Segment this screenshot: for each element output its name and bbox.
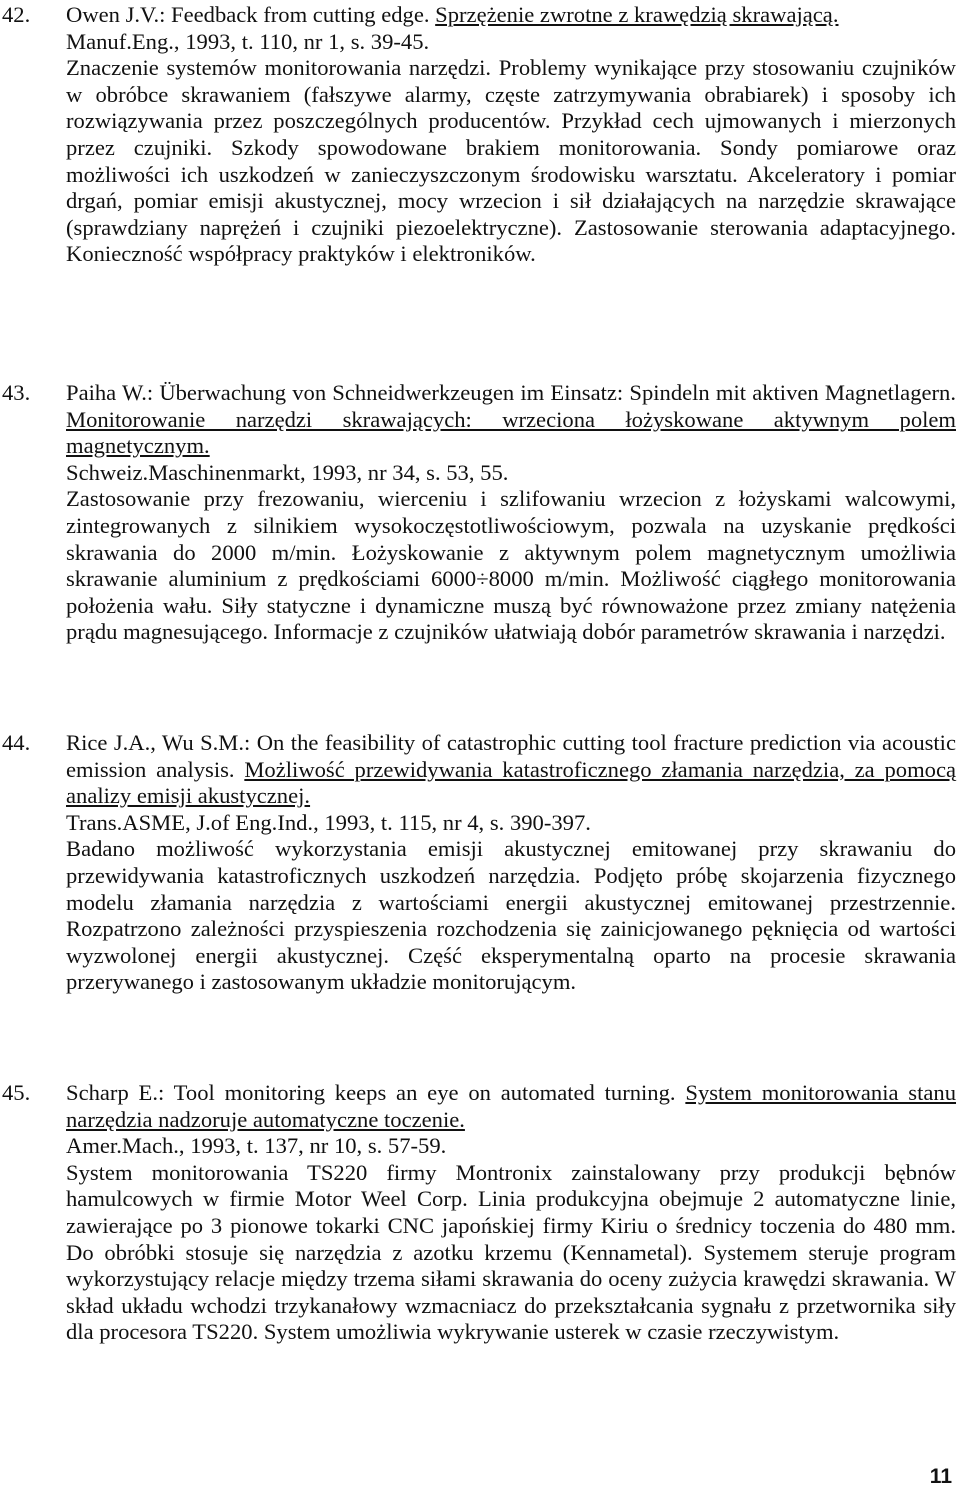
- entry-body: [66, 380, 956, 646]
- citation-original: Rice J.A., Wu S.M.: On the feasibility of catastrophic cutting tool fracture prediction via acoustic emission analysis.: [66, 730, 956, 782]
- entry-source: Trans.ASME, J.of Eng.Ind., 1993, t. 115, nr 4, s. 390-397.: [66, 809, 591, 835]
- bibliography-entry-42: [0, 2, 956, 268]
- citation-translation: Sprzężenie zwrotne z krawędzią skrawającą.: [435, 2, 839, 27]
- entry-body: [66, 2, 956, 268]
- entry-abstract: Znaczenie systemów monitorowania narzędzi. Problemy wynikające przy stosowaniu czujników w obróbce skrawaniem (fałszywe alarmy, częste zatrzymywania obrabiarek) i sposoby ich rozwiązywania przez poszczególnych producentów. Przykład cech ujmowanych i mierzonych przez czujniki. Szkody spowodowane brakiem monitorowania. Sondy pomiarowe oraz możliwości ich uszkodzeń w zanieczyszczonym środowisku warsztatu. Akceleratory i pomiar drgań, pomiar emisji akustycznej, mocy wrzecion i sił działających na narzędzie skrawające (sprawdziany naprężeń i czujniki piezoelektryczne). Zastosowanie sterowania adaptacyjnego. Konieczność współpracy praktyków i elektroników.: [66, 55, 956, 267]
- entry-number: 43.: [2, 380, 31, 405]
- entry-number: 45.: [2, 1080, 31, 1105]
- bibliography-entry-43: [0, 380, 956, 646]
- entry-body: [66, 1080, 956, 1346]
- entry-citation: [66, 730, 956, 810]
- entry-abstract: Zastosowanie przy frezowaniu, wierceniu i szlifowaniu wrzecion z łożyskami walcowymi, zintegrowanych z silnikiem wysokoczęstotliwościowym, pozwala na uzyskanie prędkości skrawania do 2000 m/min. Łożyskowanie z aktywnym polem magnetycznym umożliwia skrawanie aluminium z prędkościami 6000÷8000 m/min. Możliwość ciągłego monitorowania położenia wału. Siły statyczne i dynamiczne muszą być równoważone przez zmiany natężenia prądu magnesującego. Informacje z czujników ułatwiają dobór parametrów skrawania i narzędzi.: [66, 486, 956, 645]
- citation-original: Owen J.V.: Feedback from cutting edge.: [66, 2, 430, 27]
- entry-citation: [66, 1080, 956, 1133]
- citation-translation: Monitorowanie narzędzi skrawających: wrzeciona łożyskowane aktywnym polem magnetycznym.: [66, 406, 956, 459]
- entry-number: 44.: [2, 730, 31, 755]
- citation-translation: System monitorowania stanu narzędzia nadzoruje automatyczne toczenie.: [66, 1080, 957, 1132]
- citation-translation: Możliwość przewidywania katastroficznego złamania narzędzia, za pomocą analizy emisji akustycznej.: [66, 756, 956, 809]
- entry-abstract: System monitorowania TS220 firmy Montronix zainstalowany przy produkcji bębnów hamulcowych w firmie Motor Weel Corp. Linia produkcyjna obejmuje 2 automatyczne linie, zawierające po 3 pionowe tokarki CNC japońskiej firmy Kiriu o średnicy toczenia do 480 mm. Do obróbki stosuje się narzędzia z azotku krzemu (Kennametal). Systemem steruje program wykorzystujący relacje między trzema siłami skrawania do oceny zużycia krawędzi skrawania. W skład układu wchodzi trzykanałowy wzmacniacz do przekształcania sygnału z przetwornika siły dla procesora TS220. System umożliwia wykrywanie usterek w czasie rzeczywistym.: [66, 1159, 956, 1345]
- entry-body: [66, 730, 956, 996]
- citation-original: Paiha W.: Überwachung von Schneidwerkzeugen im Einsatz: Spindeln mit aktiven Magnetlagern.: [66, 380, 956, 405]
- entry-citation: [66, 380, 956, 460]
- entry-abstract: Badano możliwość wykorzystania emisji akustycznej emitowanej przy skrawaniu do przewidywania katastroficznych uszkodzeń narzędzia. Podjęto próbę skojarzenia fizycznego modelu złamania narzędzia z wartościami energii akustycznej emitowanej przestrzennie. Rozpatrzono zależności przyspieszenia rozchodzenia się zainicjowanego pęknięcia od wartości wyzwolonej energii akustycznej. Część eksperymentalną oparto na procesie skrawania przerywanego i zastosowanym układzie monitorującym.: [66, 836, 956, 995]
- page-number: 11: [929, 1465, 952, 1488]
- entry-source: Amer.Mach., 1993, t. 137, nr 10, s. 57-59.: [66, 1133, 447, 1159]
- bibliography-entry-45: [0, 1080, 956, 1346]
- bibliography-entry-44: [0, 730, 956, 996]
- entry-number: 42.: [2, 2, 31, 27]
- entry-source: Schweiz.Maschinenmarkt, 1993, nr 34, s. 53, 55.: [66, 459, 509, 485]
- citation-original: Scharp E.: Tool monitoring keeps an eye on automated turning.: [66, 1080, 676, 1105]
- entry-source: Manuf.Eng., 1993, t. 110, nr 1, s. 39-45.: [66, 28, 430, 54]
- entry-citation: [66, 2, 956, 29]
